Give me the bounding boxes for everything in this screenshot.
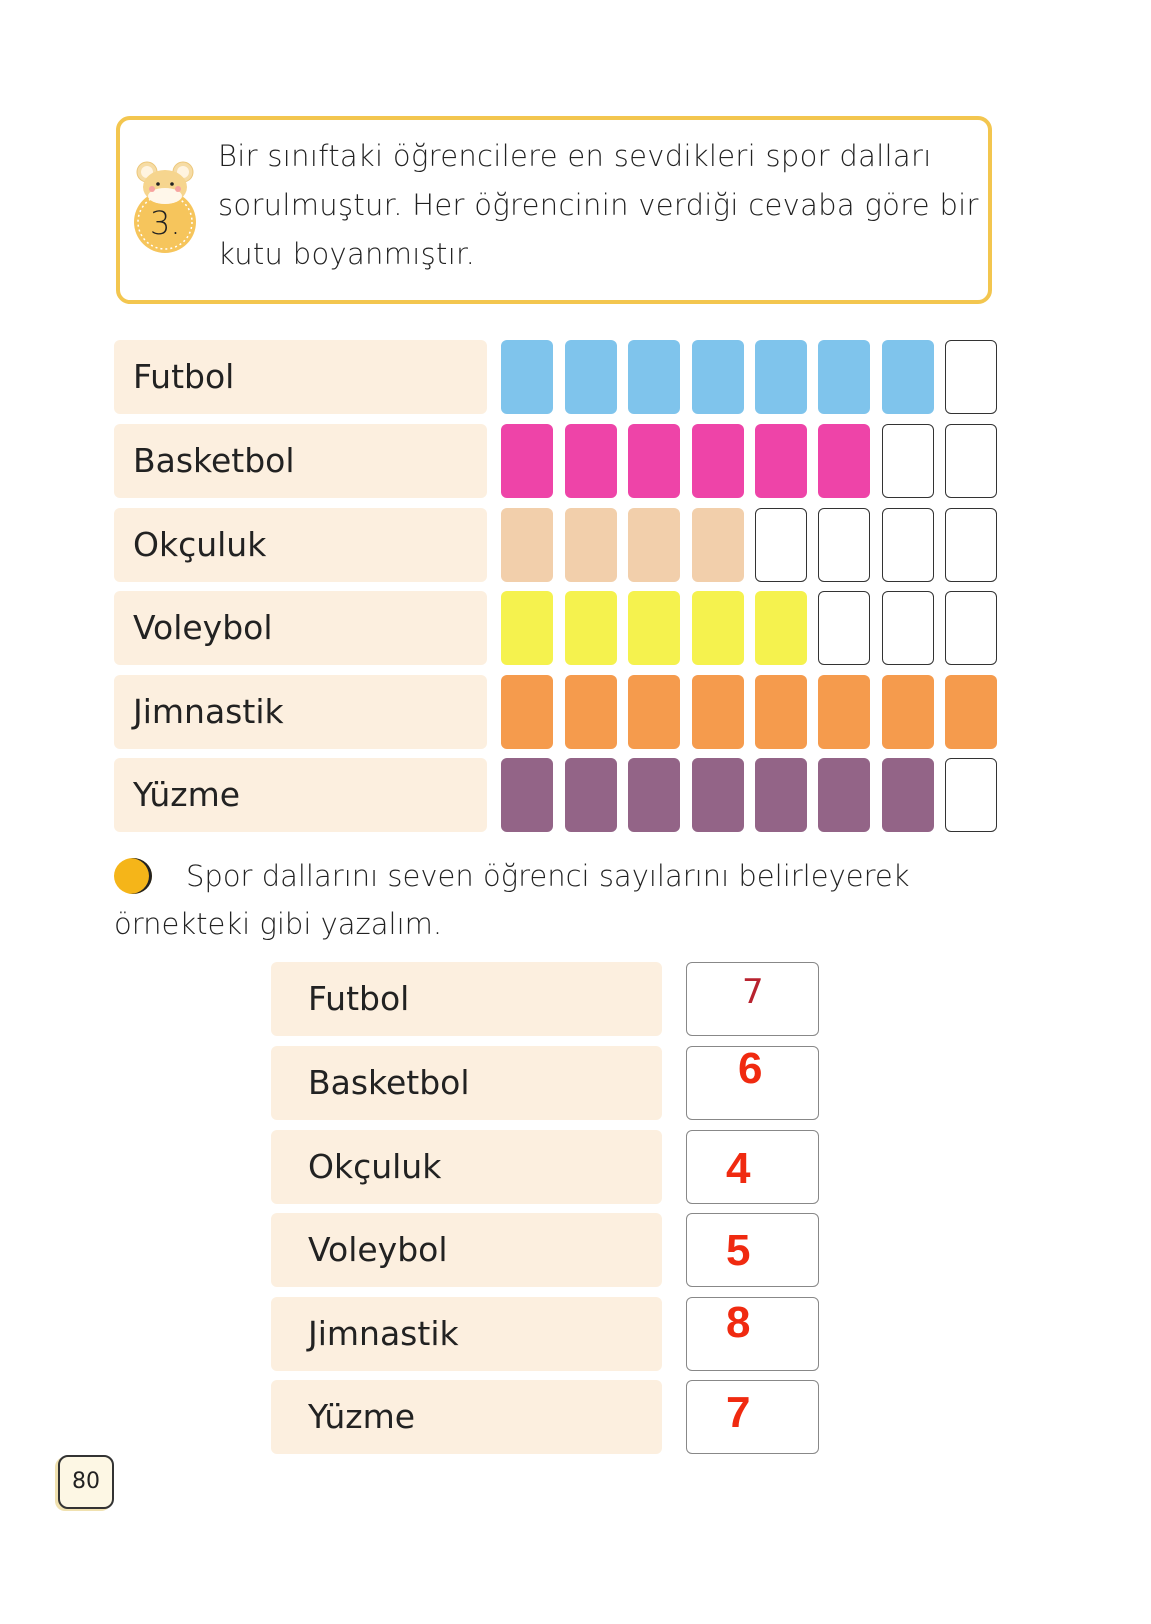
example-answer: 7	[742, 972, 764, 1012]
filled-box	[818, 675, 870, 749]
filled-box	[818, 758, 870, 832]
page-number: 80	[58, 1455, 114, 1509]
filled-box	[882, 758, 934, 832]
answer-value: 7	[726, 1388, 751, 1437]
empty-box	[945, 340, 997, 414]
filled-box	[628, 508, 680, 582]
filled-box	[818, 340, 870, 414]
empty-box	[945, 591, 997, 665]
filled-box	[692, 758, 744, 832]
answer-input-box[interactable]	[686, 1380, 819, 1454]
answer-value: 6	[738, 1044, 763, 1093]
filled-box	[565, 424, 617, 498]
answer-label: Voleybol	[271, 1213, 662, 1287]
grid-row-label: Futbol	[114, 340, 487, 414]
empty-box	[882, 508, 934, 582]
filled-box	[818, 424, 870, 498]
answer-label: Basketbol	[271, 1046, 662, 1120]
empty-box	[882, 591, 934, 665]
empty-box	[945, 424, 997, 498]
answer-value: 8	[726, 1298, 751, 1347]
filled-box	[628, 424, 680, 498]
filled-box	[755, 424, 807, 498]
filled-box	[501, 424, 553, 498]
filled-box	[692, 675, 744, 749]
filled-box	[692, 424, 744, 498]
filled-box	[565, 758, 617, 832]
filled-box	[755, 675, 807, 749]
filled-box	[565, 675, 617, 749]
grid-row-label: Voleybol	[114, 591, 487, 665]
answer-label: Jimnastik	[271, 1297, 662, 1371]
empty-box	[945, 758, 997, 832]
filled-box	[501, 758, 553, 832]
answer-input-box[interactable]	[686, 1213, 819, 1287]
filled-box	[501, 675, 553, 749]
filled-box	[755, 591, 807, 665]
empty-box	[818, 591, 870, 665]
filled-box	[882, 340, 934, 414]
filled-box	[628, 591, 680, 665]
answer-value: 5	[726, 1226, 751, 1275]
empty-box	[818, 508, 870, 582]
filled-box	[565, 340, 617, 414]
filled-box	[755, 758, 807, 832]
empty-box	[882, 424, 934, 498]
filled-box	[692, 591, 744, 665]
question-text: Bir sınıftaki öğrencilere en sevdikleri spor dalları sorulmuştur. Her öğrencinin verdiği cevaba göre bir kutu boyanmıştır.	[218, 139, 979, 271]
filled-box	[692, 340, 744, 414]
filled-box	[628, 340, 680, 414]
grid-row-label: Jimnastik	[114, 675, 487, 749]
filled-box	[501, 508, 553, 582]
answer-input-box[interactable]	[686, 1130, 819, 1204]
filled-box	[945, 675, 997, 749]
grid-row-label: Basketbol	[114, 424, 487, 498]
filled-box	[755, 340, 807, 414]
answer-label: Yüzme	[271, 1380, 662, 1454]
filled-box	[565, 591, 617, 665]
filled-box	[628, 675, 680, 749]
answer-label: Okçuluk	[271, 1130, 662, 1204]
filled-box	[692, 508, 744, 582]
filled-box	[501, 591, 553, 665]
grid-row-label: Yüzme	[114, 758, 487, 832]
empty-box	[945, 508, 997, 582]
empty-box	[755, 508, 807, 582]
answer-input-box[interactable]	[686, 1297, 819, 1371]
filled-box	[565, 508, 617, 582]
answer-value: 4	[726, 1144, 751, 1193]
grid-row-label: Okçuluk	[114, 508, 487, 582]
filled-box	[882, 675, 934, 749]
filled-box	[501, 340, 553, 414]
question-number: 3.	[150, 204, 181, 242]
filled-box	[628, 758, 680, 832]
answer-label: Futbol	[271, 962, 662, 1036]
instruction-text: Spor dallarını seven öğrenci sayılarını belirleyerek örnekteki gibi yazalım.	[114, 859, 910, 941]
